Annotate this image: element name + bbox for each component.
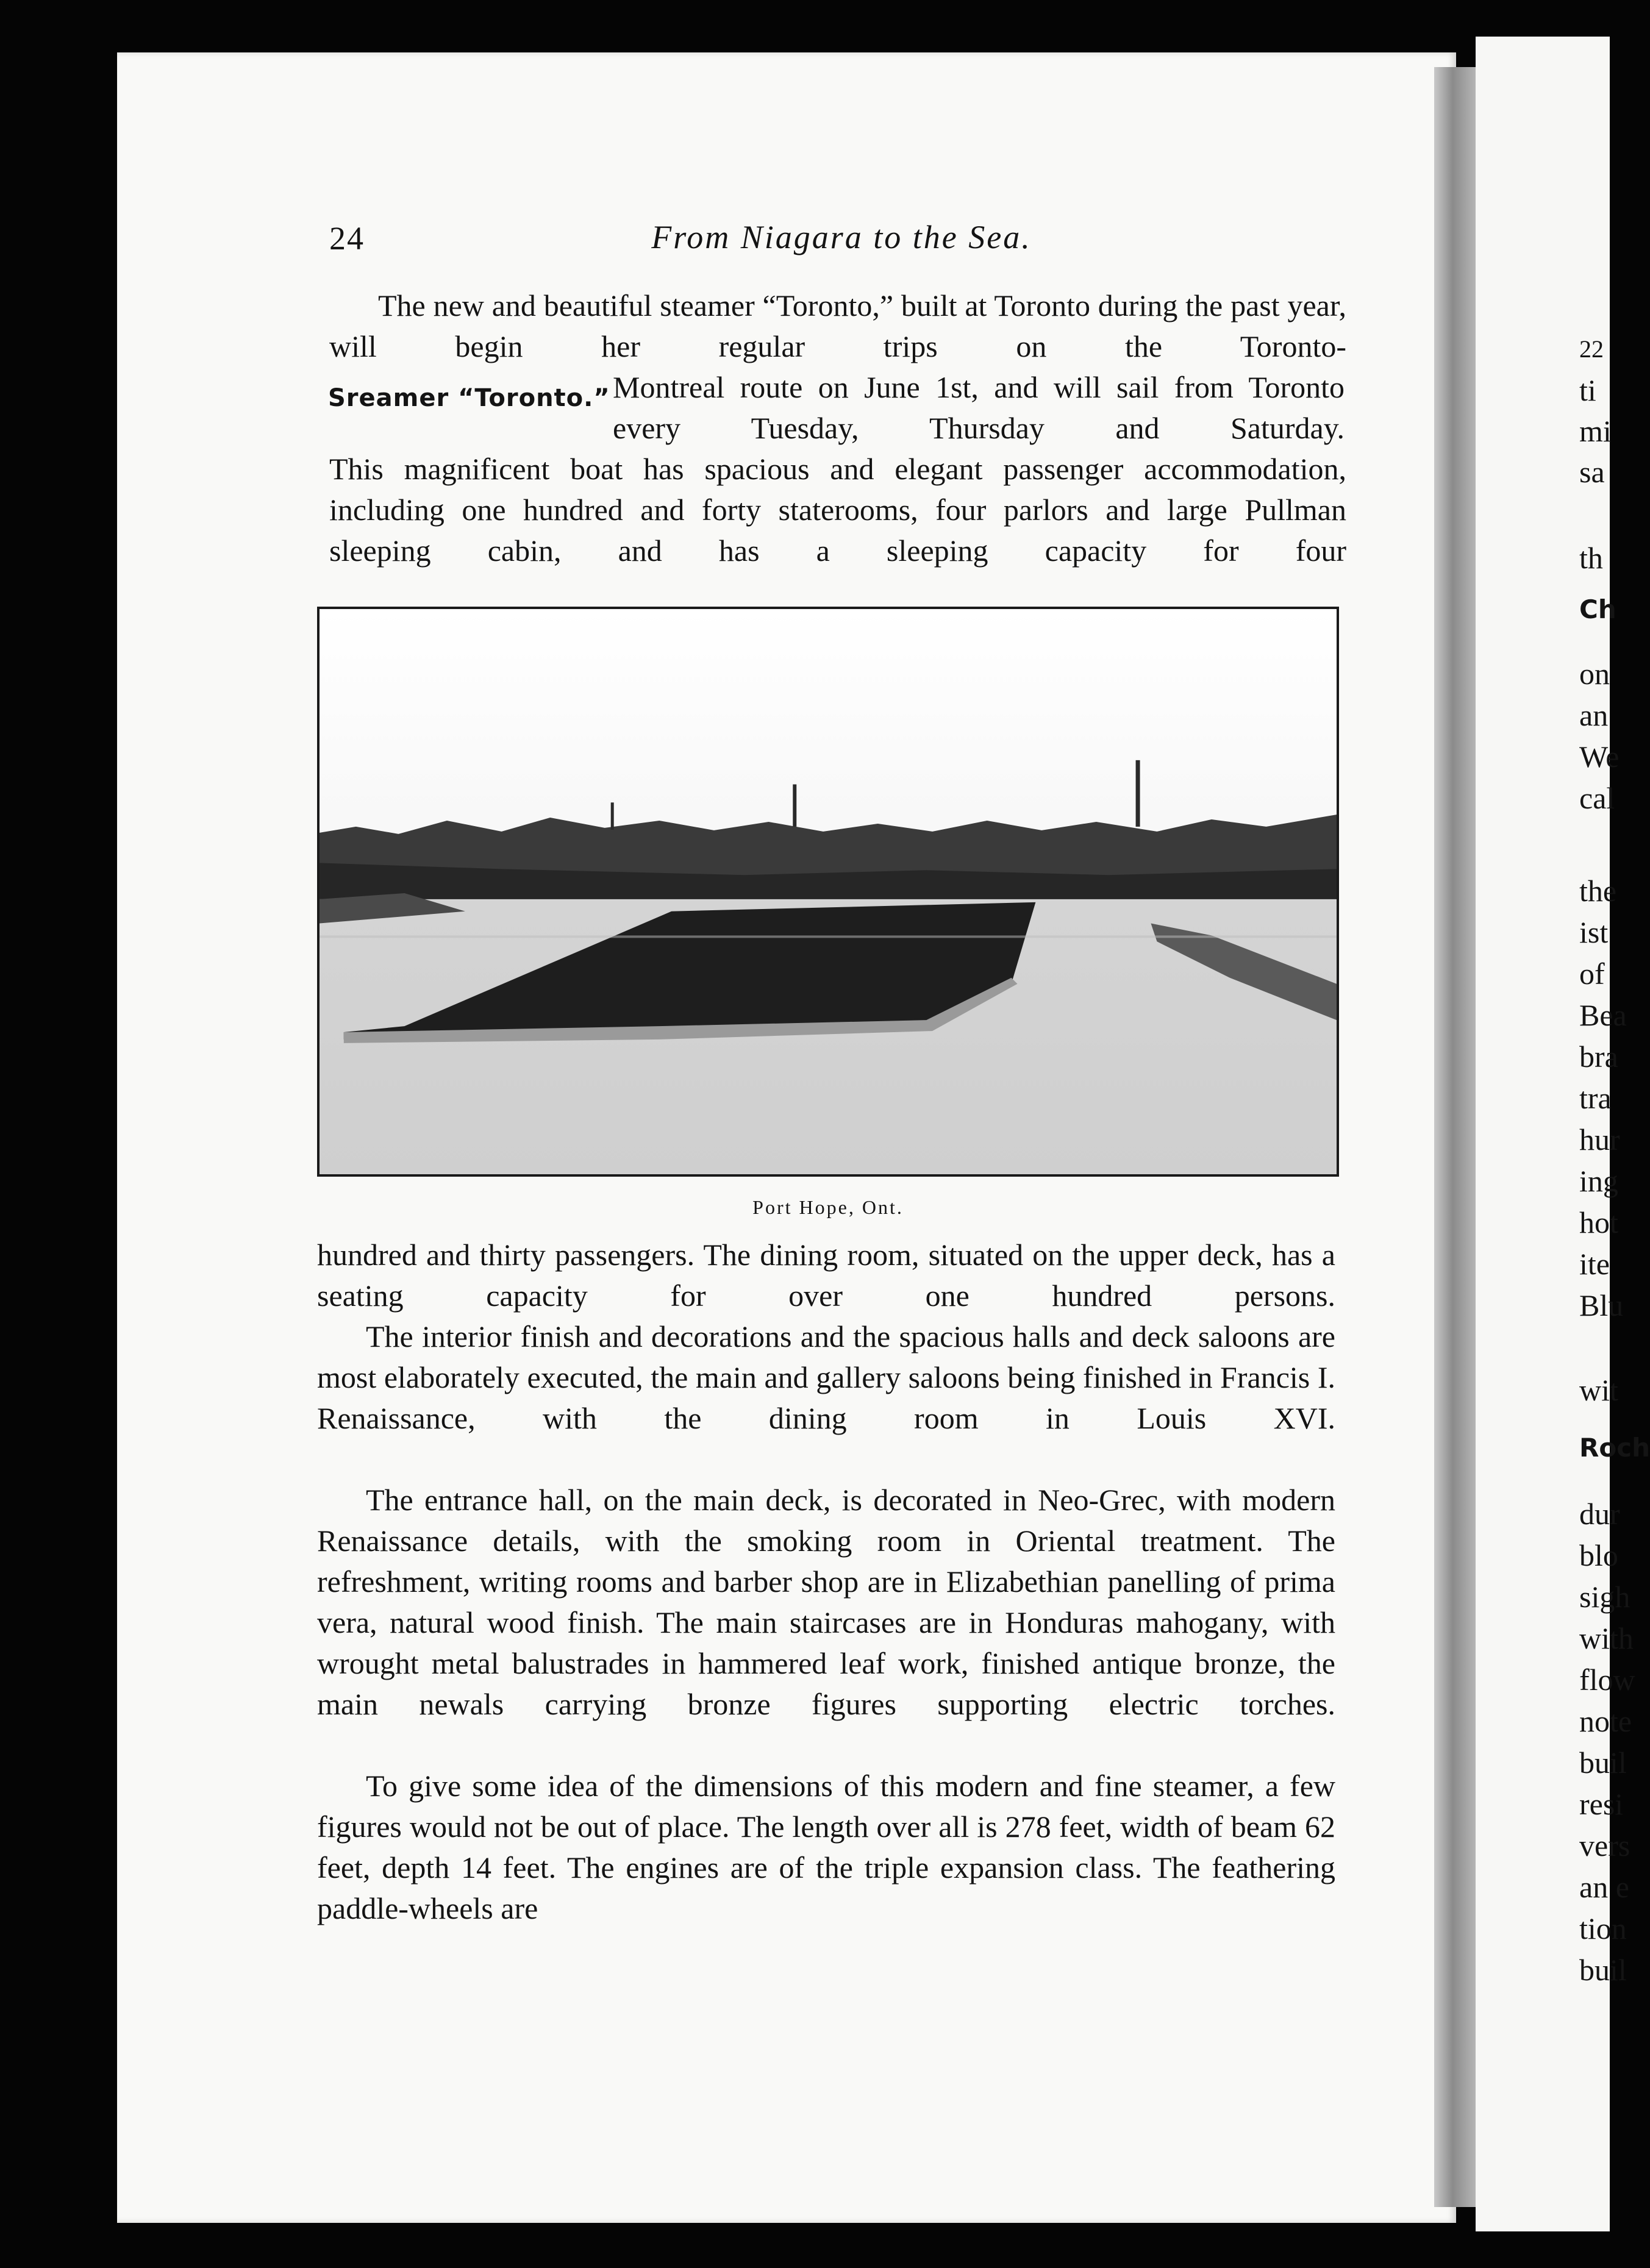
margin-sidenote: Sreamer “Toronto.” <box>328 384 610 412</box>
paragraph-interior: The interior finish and decorations and the spacious halls and deck saloons are most elaborately executed, the main and gallery saloons being finished in Francis I. Renaissance, with the dining room in Louis XVI. <box>317 1319 1335 1435</box>
facing-fragment: on <box>1579 657 1610 691</box>
facing-page-edge <box>1476 37 1650 2231</box>
paragraph-entrance-hall: The entrance hall, on the main deck, is decorated in Neo-Grec, with modern Renaissance details, with the smoking room in Oriental treatment. The refreshment, writing rooms and barber shop are in Elizabethian panelling of prima vera, natural wood finish. The main staircases are in Honduras mahogany, with wrought metal balustrades in hammered leaf work, finished antique bronze, the main newals carrying bronze figures supporting electric torches. <box>317 1483 1335 1721</box>
book-gutter <box>1434 67 1476 2207</box>
facing-fragment: an <box>1579 698 1609 732</box>
facing-fragment: with <box>1579 1621 1634 1655</box>
harbour-illustration <box>320 609 1337 1174</box>
church-spire <box>1136 760 1140 827</box>
church-spire <box>611 802 614 830</box>
facing-fragment: 22 <box>1579 335 1604 363</box>
facing-fragment: ite <box>1579 1247 1610 1281</box>
facing-fragment: Blu <box>1579 1288 1624 1322</box>
facing-fragment: vers <box>1579 1828 1630 1863</box>
facing-fragment: note <box>1579 1704 1632 1738</box>
page-header <box>329 213 1354 262</box>
facing-fragment: Ch <box>1579 594 1616 624</box>
facing-fragment: sa <box>1579 455 1605 489</box>
facing-fragment: th <box>1579 541 1603 575</box>
port-hope-photograph <box>317 607 1339 1177</box>
facing-fragment: dur <box>1579 1497 1620 1531</box>
facing-fragment: hur <box>1579 1122 1620 1157</box>
facing-fragment: tra <box>1579 1081 1612 1115</box>
facing-fragment: Roch <box>1579 1433 1650 1463</box>
facing-fragment: ist <box>1579 915 1609 949</box>
photo-caption: Port Hope, Ont. <box>752 1196 904 1218</box>
facing-fragment: buil <box>1579 1746 1627 1780</box>
facing-fragment: bra <box>1579 1040 1618 1074</box>
church-spire <box>793 785 796 827</box>
paragraph-route: Montreal route on June 1st, and will sail from Toronto every Tuesday, Thursday and Saturday. <box>613 370 1345 445</box>
paragraph-dining: hundred and thirty passengers. The dining room, situated on the upper deck, has a seating capacity for over one hundred persons. <box>317 1238 1335 1313</box>
water-reflection <box>320 935 1337 938</box>
paragraph-accommodation: This magnificent boat has spacious and elegant passenger accommodation, including one hundred and forty staterooms, four parlors and large Pullman sleeping cabin, and has a sleeping capacity for four <box>329 452 1346 568</box>
facing-fragment: Bea <box>1579 998 1627 1032</box>
facing-fragment: of <box>1579 957 1605 991</box>
paragraph-dimensions: To give some idea of the dimensions of this modern and fine steamer, a few figures would not be out of place. The length over all is 278 feet, width of beam 62 feet, depth 14 feet. The engines are of the triple expansion class. The feathering paddle-wheels are <box>317 1769 1335 1925</box>
facing-fragment: blo <box>1579 1538 1618 1572</box>
running-title: From Niagara to the Sea. <box>651 219 1032 255</box>
facing-fragment: an e <box>1579 1870 1629 1904</box>
facing-fragment: tion <box>1579 1911 1627 1945</box>
facing-fragment: resi <box>1579 1787 1624 1821</box>
facing-fragment: ing <box>1579 1164 1618 1198</box>
facing-fragment: cal <box>1579 781 1615 815</box>
facing-fragment: the <box>1579 874 1617 908</box>
page-number: 24 <box>329 220 365 257</box>
facing-fragment: wit <box>1579 1373 1618 1407</box>
facing-fragment: mi <box>1579 414 1612 448</box>
paragraph-intro: The new and beautiful steamer “Toronto,” built at Toronto during the past year, will begin her regular trips on the Toronto- <box>329 288 1346 363</box>
facing-fragment: sigh <box>1579 1580 1630 1614</box>
facing-fragment: buil <box>1579 1953 1627 1987</box>
facing-fragment: ti <box>1579 373 1596 407</box>
facing-fragment: flow <box>1579 1663 1635 1697</box>
facing-fragment: hot <box>1579 1205 1618 1239</box>
facing-fragment: We <box>1579 740 1620 774</box>
